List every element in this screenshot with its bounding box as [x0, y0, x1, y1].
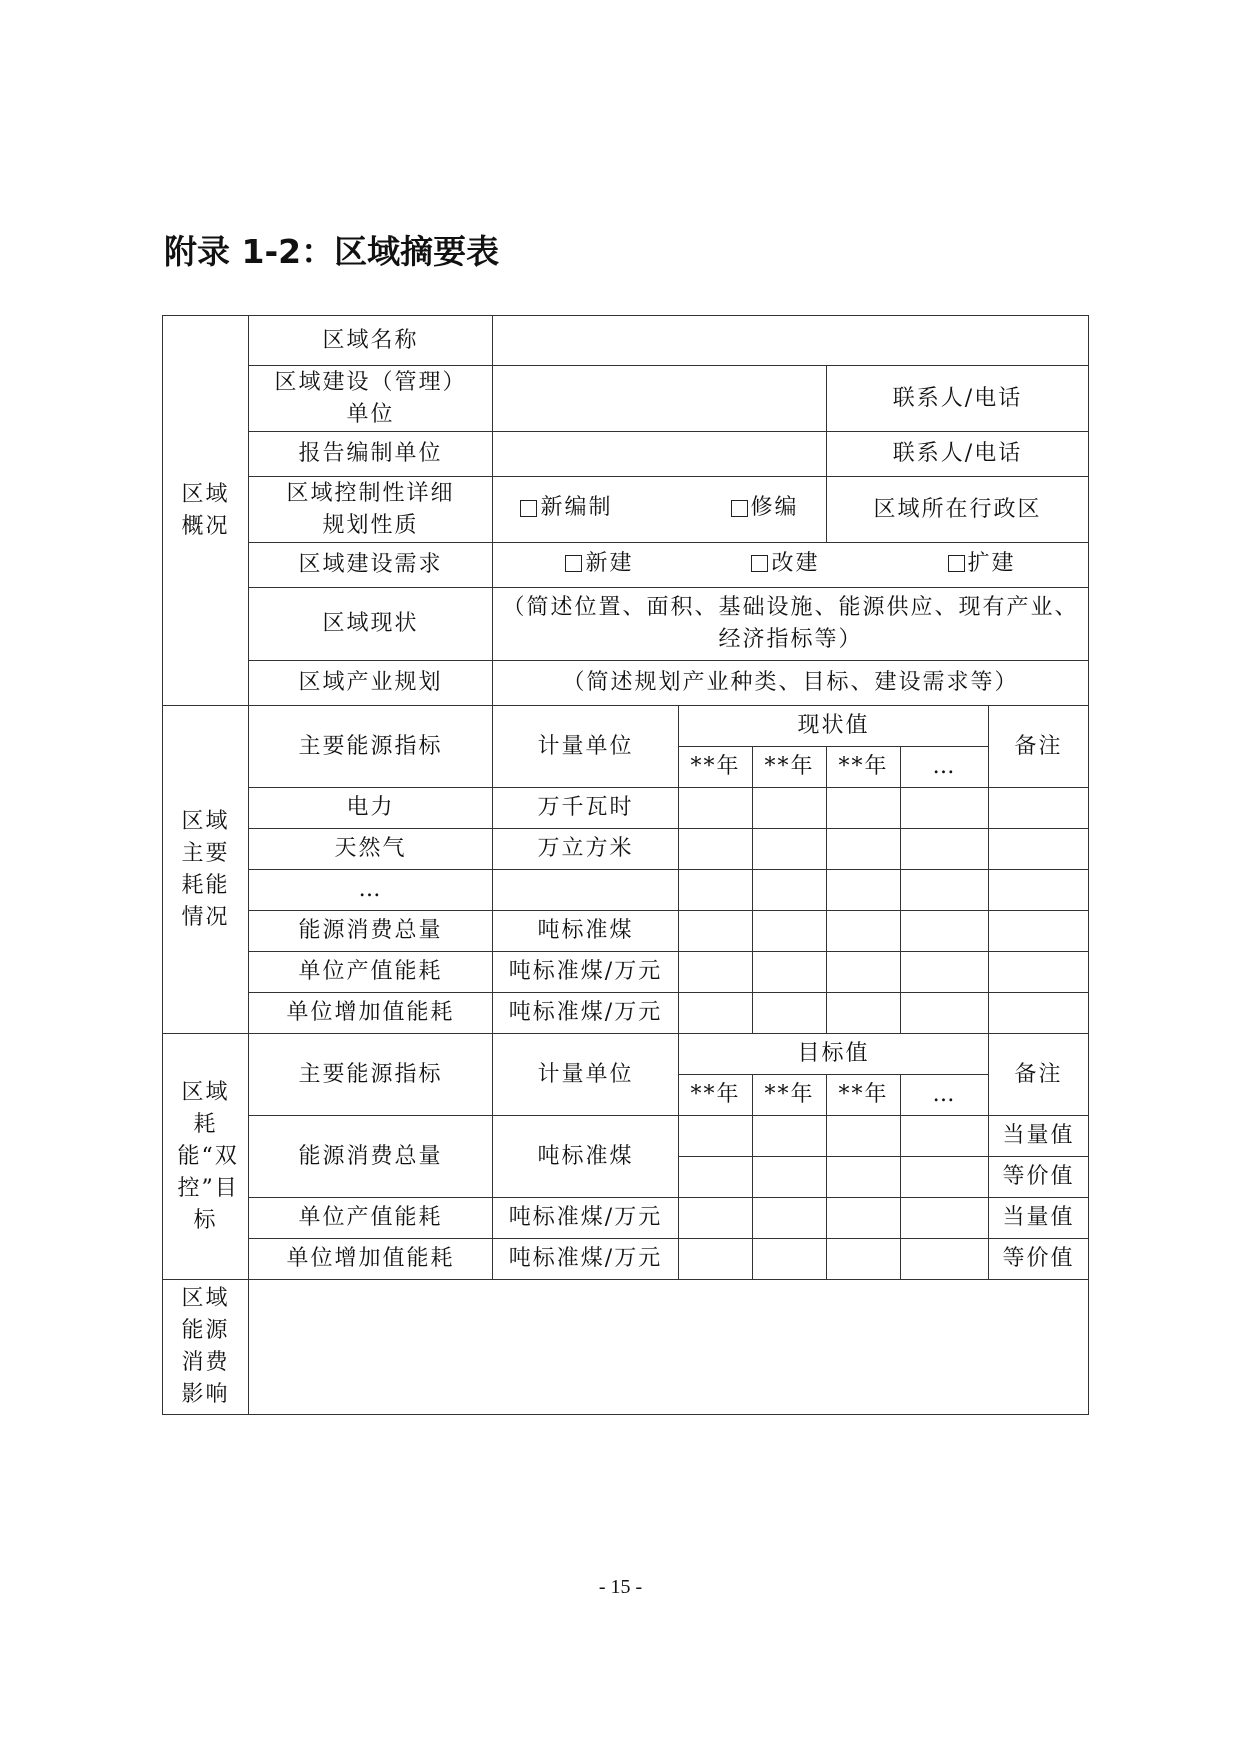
row-unit: 万立方米	[493, 829, 679, 870]
value-cell[interactable]	[827, 911, 901, 952]
checkbox-icon	[565, 555, 582, 572]
checkbox-icon	[948, 555, 965, 572]
table-row	[163, 911, 1089, 952]
value-cell[interactable]	[901, 1239, 989, 1280]
table-row	[163, 993, 1089, 1034]
plan-nature-options	[493, 477, 827, 543]
value-cell[interactable]	[753, 1116, 827, 1157]
row-unit: 吨标准煤/万元	[493, 1198, 679, 1239]
note-cell[interactable]	[989, 952, 1089, 993]
note-cell: 等价值	[989, 1239, 1089, 1280]
value-cell[interactable]	[901, 911, 989, 952]
section-overview-label: 区域概况	[163, 316, 249, 706]
target-year-3: **年	[827, 1075, 901, 1116]
table-row	[163, 1198, 1089, 1239]
table-row	[163, 788, 1089, 829]
note-cell[interactable]	[989, 911, 1089, 952]
row-unit	[493, 870, 679, 911]
note-cell[interactable]	[989, 870, 1089, 911]
value-cell[interactable]	[753, 911, 827, 952]
value-cell[interactable]	[753, 993, 827, 1034]
table-row	[163, 870, 1089, 911]
status-label: 区域现状	[249, 588, 493, 661]
value-cell[interactable]	[901, 1116, 989, 1157]
row-indicator: 单位增加值能耗	[249, 1239, 493, 1280]
target-col-value: 目标值	[679, 1034, 989, 1075]
note-cell[interactable]	[989, 829, 1089, 870]
row-indicator: 能源消费总量	[249, 1116, 493, 1198]
note-cell: 当量值	[989, 1198, 1089, 1239]
page-title: 附录 1-2：区域摘要表	[164, 232, 500, 271]
demand-option-rebuild[interactable]: 改建	[751, 548, 819, 580]
value-cell[interactable]	[679, 1198, 753, 1239]
builder-label: 区域建设（管理）单位	[249, 366, 493, 432]
value-cell[interactable]	[753, 829, 827, 870]
section-current-label: 区域主要耗能情况	[163, 706, 249, 1034]
value-cell[interactable]	[753, 1198, 827, 1239]
builder-contact-label: 联系人/电话	[827, 366, 1089, 432]
note-cell[interactable]	[989, 788, 1089, 829]
row-indicator: …	[249, 870, 493, 911]
current-year-2: **年	[753, 747, 827, 788]
row-unit: 万千瓦时	[493, 788, 679, 829]
value-cell[interactable]	[901, 952, 989, 993]
table-row	[163, 829, 1089, 870]
builder-field[interactable]	[493, 366, 827, 432]
region-name-label: 区域名称	[249, 316, 493, 366]
row-indicator: 电力	[249, 788, 493, 829]
value-cell[interactable]	[901, 788, 989, 829]
value-cell[interactable]	[679, 1157, 753, 1198]
row-indicator: 天然气	[249, 829, 493, 870]
value-cell[interactable]	[679, 993, 753, 1034]
row-indicator: 单位产值能耗	[249, 1198, 493, 1239]
target-year-2: **年	[753, 1075, 827, 1116]
current-col-indicator: 主要能源指标	[249, 706, 493, 788]
note-cell: 当量值	[989, 1116, 1089, 1157]
row-unit: 吨标准煤/万元	[493, 993, 679, 1034]
value-cell[interactable]	[753, 788, 827, 829]
value-cell[interactable]	[679, 829, 753, 870]
current-col-unit: 计量单位	[493, 706, 679, 788]
value-cell[interactable]	[679, 911, 753, 952]
value-cell[interactable]	[679, 788, 753, 829]
report-unit-label: 报告编制单位	[249, 432, 493, 477]
demand-label: 区域建设需求	[249, 543, 493, 588]
value-cell[interactable]	[901, 829, 989, 870]
row-unit: 吨标准煤/万元	[493, 952, 679, 993]
value-cell[interactable]	[901, 1157, 989, 1198]
value-cell[interactable]	[827, 829, 901, 870]
region-summary-table	[162, 315, 1089, 1415]
admin-district-label: 区域所在行政区	[827, 477, 1089, 543]
value-cell[interactable]	[827, 788, 901, 829]
current-col-note: 备注	[989, 706, 1089, 788]
row-indicator: 单位产值能耗	[249, 952, 493, 993]
value-cell[interactable]	[753, 952, 827, 993]
checkbox-icon	[751, 555, 768, 572]
target-col-unit: 计量单位	[493, 1034, 679, 1116]
row-indicator: 能源消费总量	[249, 911, 493, 952]
plan-option-revise[interactable]: 修编	[731, 492, 799, 524]
row-indicator: 单位增加值能耗	[249, 993, 493, 1034]
row-unit: 吨标准煤	[493, 1116, 679, 1198]
row-unit: 吨标准煤	[493, 911, 679, 952]
current-year-more: …	[901, 747, 989, 788]
value-cell[interactable]	[827, 1198, 901, 1239]
value-cell[interactable]	[753, 1157, 827, 1198]
value-cell[interactable]	[901, 870, 989, 911]
value-cell[interactable]	[679, 870, 753, 911]
section-impact-label: 区域能源消费影响	[163, 1280, 249, 1415]
value-cell[interactable]	[679, 1239, 753, 1280]
value-cell[interactable]	[901, 1198, 989, 1239]
plan-option-new[interactable]: 新编制	[520, 492, 612, 524]
demand-option-expand[interactable]: 扩建	[948, 548, 1016, 580]
section-target-label: 区域耗能“双控”目标	[163, 1034, 249, 1280]
checkbox-icon	[731, 500, 748, 517]
report-unit-field[interactable]	[493, 432, 827, 477]
value-cell[interactable]	[679, 1116, 753, 1157]
report-contact-label: 联系人/电话	[827, 432, 1089, 477]
target-col-note: 备注	[989, 1034, 1089, 1116]
plan-nature-label: 区域控制性详细规划性质	[249, 477, 493, 543]
value-cell[interactable]	[827, 870, 901, 911]
value-cell[interactable]	[827, 993, 901, 1034]
row-unit: 吨标准煤/万元	[493, 1239, 679, 1280]
region-name-field[interactable]	[493, 316, 1089, 366]
industry-label: 区域产业规划	[249, 661, 493, 706]
value-cell[interactable]	[827, 1239, 901, 1280]
target-year-more: …	[901, 1075, 989, 1116]
value-cell[interactable]	[753, 870, 827, 911]
note-cell[interactable]	[989, 993, 1089, 1034]
demand-option-new[interactable]: 新建	[565, 548, 633, 580]
value-cell[interactable]	[827, 952, 901, 993]
value-cell[interactable]	[827, 1116, 901, 1157]
value-cell[interactable]	[679, 952, 753, 993]
demand-options	[493, 543, 1089, 588]
table-row	[163, 952, 1089, 993]
value-cell[interactable]	[827, 1157, 901, 1198]
page-number: - 15 -	[598, 1576, 643, 1598]
current-year-3: **年	[827, 747, 901, 788]
table-row	[163, 1116, 1089, 1157]
table-row	[163, 1239, 1089, 1280]
value-cell[interactable]	[901, 993, 989, 1034]
industry-field[interactable]: （简述规划产业种类、目标、建设需求等）	[493, 661, 1089, 706]
value-cell[interactable]	[753, 1239, 827, 1280]
status-field[interactable]: （简述位置、面积、基础设施、能源供应、现有产业、经济指标等）	[493, 588, 1089, 661]
current-col-value: 现状值	[679, 706, 989, 747]
target-year-1: **年	[679, 1075, 753, 1116]
current-year-1: **年	[679, 747, 753, 788]
checkbox-icon	[520, 500, 537, 517]
impact-field[interactable]	[249, 1280, 1089, 1415]
target-col-indicator: 主要能源指标	[249, 1034, 493, 1116]
note-cell: 等价值	[989, 1157, 1089, 1198]
